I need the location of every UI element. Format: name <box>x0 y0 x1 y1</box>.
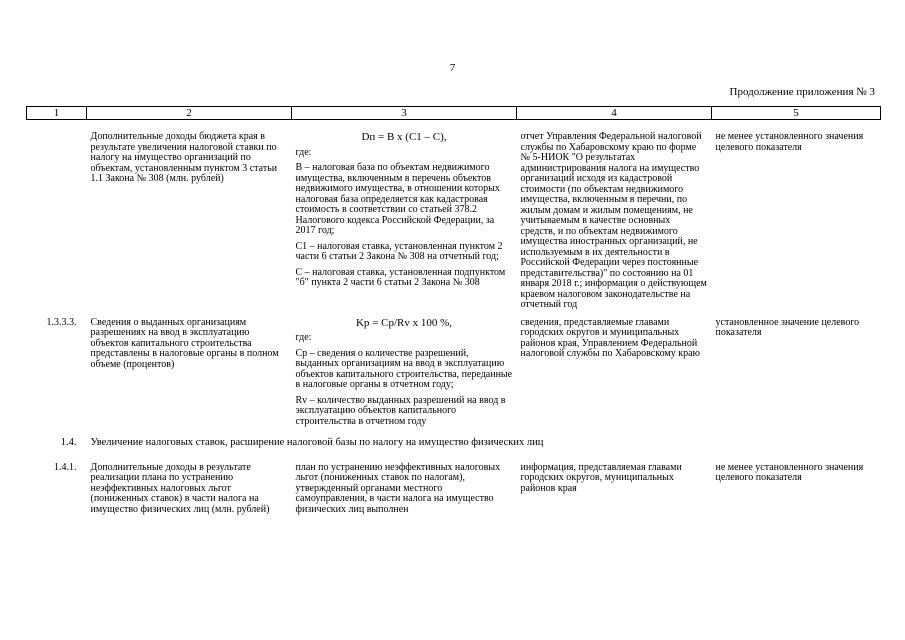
appendix-continuation-label: Продолжение приложения № 3 <box>729 86 875 98</box>
column-header-3: 3 <box>292 107 517 120</box>
calculation-method: план по устранению неэффективных налоговых льгот (пониженных ставок по налогам), утвержденный органами местного самоуправления, в части налога на имущество физических лиц выполнен <box>295 461 501 515</box>
indicator-description: Дополнительные доходы в результате реализации плана по устранению неэффективных налоговых льгот (пониженных ставок) в части налога на имущество физических лиц (млн. рублей) <box>90 461 270 515</box>
column-header-row <box>27 107 881 120</box>
target-value: не менее установленного значения целевого показателя <box>715 461 864 483</box>
formula-where: где: <box>295 332 312 343</box>
formula-definition: Cр – сведения о количестве разрешений, выданных организациям на ввод в эксплуатацию объектов капитального строительства, переданные в налоговые органы в отчетном году; <box>295 347 513 390</box>
target-value: установленное значение целевого показателя <box>715 316 860 338</box>
indicator-description: Сведения о выданных организациям разрешениях на ввод в эксплуатацию объектов капитального строительства представлены в налоговые органы в полном объеме (процентов) <box>90 316 279 370</box>
data-source: информация, представляемая главами городских округов, муниципальных районов края <box>520 461 682 494</box>
column-header-2: 2 <box>87 107 292 120</box>
row-number: 1.3.3.3. <box>46 316 77 328</box>
section-title: Увеличение налоговых ставок, расширение налоговой базы по налогу на имущество физических лиц <box>90 437 544 448</box>
table-row <box>27 311 881 433</box>
row-number <box>27 120 87 311</box>
formula: Dп = В х (С1 – С), <box>361 131 447 143</box>
formula: Kр = Cр/Rv х 100 %, <box>355 316 453 329</box>
calculation-method <box>292 120 517 311</box>
section-row <box>27 432 881 455</box>
page-number: 7 <box>449 62 456 74</box>
row-number: 1.4. <box>60 437 77 448</box>
column-header-4: 4 <box>517 107 712 120</box>
table-row <box>27 120 881 311</box>
formula-where: где: <box>295 146 312 158</box>
data-source: отчет Управления Федеральной налоговой службы по Хабаровскому краю по форме № 5-НИОК "О результатах администрирования налога на имущество организаций исходя из кадастровой стоимости (по объектам недвижимого имущества, включенным в перечни, по жилым домам и жилым помещениям, не учитываемым в качестве основных средств, и по объектам недвижимого имущества иностранных организаций, не используемым в их деятельности в Российской Федерации через постоянные представительства)" по состоянию на 01 января 2018 г.; информация о действующем краевом налоговом законодательстве на отчетный год <box>520 131 707 310</box>
row-number: 1.4.1. <box>54 461 77 473</box>
data-source: сведения, представляемые главами городских округов и муниципальных районов края, Управлением Федеральной налоговой службы по Хабаровскому краю <box>520 316 701 359</box>
indicator-table <box>26 106 881 515</box>
formula-definition: С – налоговая ставка, установленная подпунктом "б" пункта 2 части 6 статьи 2 Закона № 308 <box>295 266 506 288</box>
target-value: не менее установленного значения целевого показателя <box>715 131 864 153</box>
column-header-1: 1 <box>27 107 87 120</box>
column-header-5: 5 <box>712 107 881 120</box>
calculation-method <box>292 311 517 433</box>
table-row <box>27 455 881 516</box>
formula-definition: С1 – налоговая ставка, установленная пунктом 2 части 6 статьи 2 Закона № 308 на отчетный год; <box>295 240 503 262</box>
formula-definition: Rv – количество выданных разрешений на ввод в эксплуатацию объектов капитального строительства в отчетном году <box>295 394 506 427</box>
indicator-description: Дополнительные доходы бюджета края в результате увеличения налоговой ставки по налогу на имущество организаций по объектам, установленным пунктом 3 статьи 1.1 Закона № 308 (млн. рублей) <box>90 131 278 184</box>
formula-definition: В – налоговая база по объектам недвижимого имущества, включенным в перечень объектов недвижимого имущества, в отношении которых налоговая база определяется как кадастровая стоимость в соответствии со статьей 378.2 Налогового кодекса Российской Федерации, за 2017 год; <box>295 162 500 236</box>
